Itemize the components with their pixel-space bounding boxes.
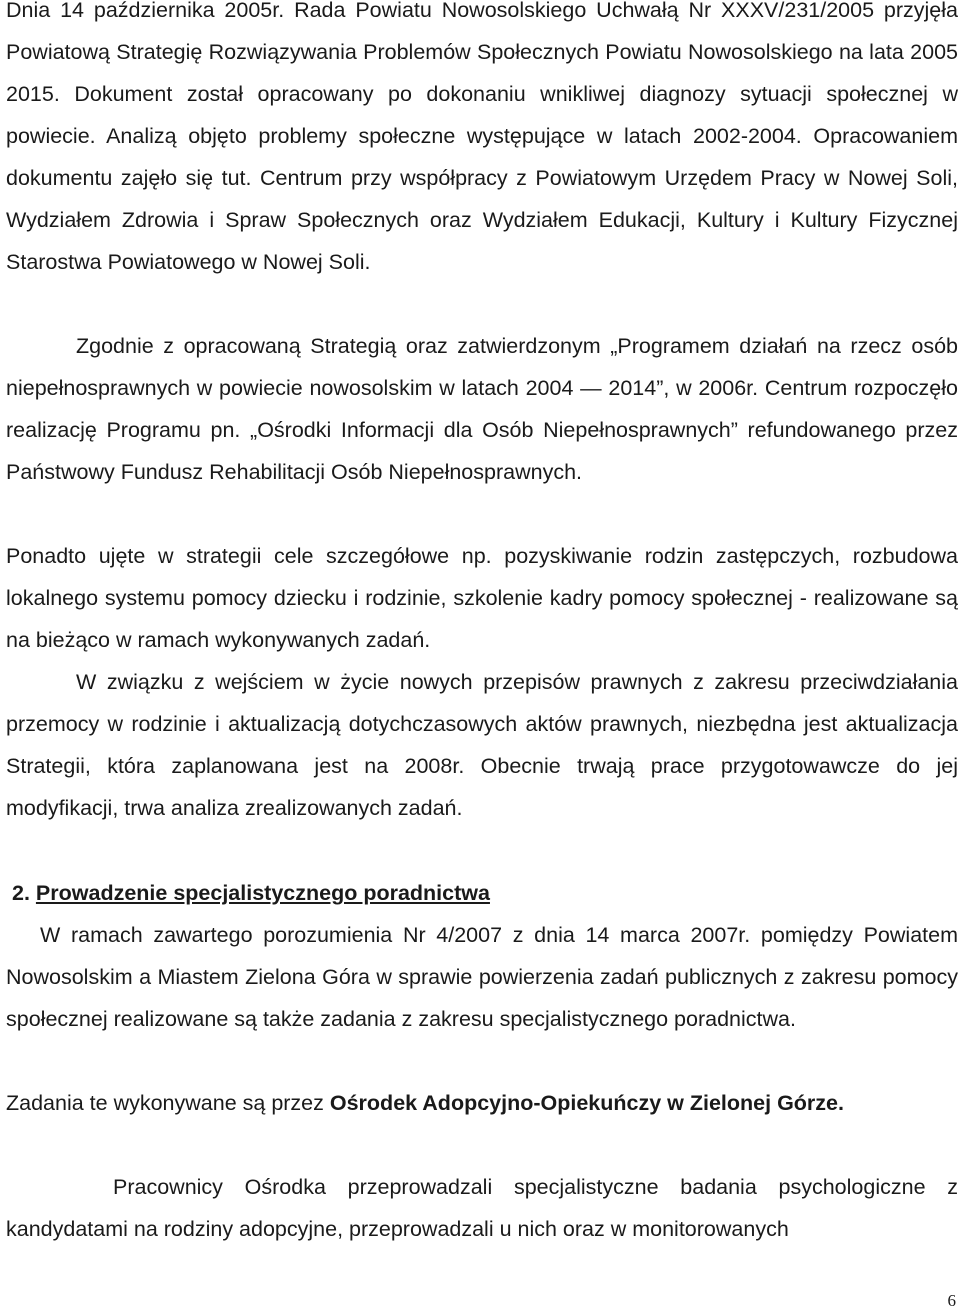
paragraph-strategy-update: W związku z wejściem w życie nowych przepisów prawnych z zakresu przeciwdziałania przemocy w rodzinie i aktualizacją dotychczasowych aktów prawnych, niezbędna jest aktualizacja Strategii, która zaplanowana jest na 2008r. Obecnie trwają prace przygotowawcze do jej modyfikacji, trwa analiza zrealizowanych zadań. xyxy=(6,670,958,820)
paragraph-staff-activities: Pracownicy Ośrodka przeprowadzali specjalistyczne badania psychologiczne z kandydatami na rodziny adopcyjne, przeprowadzali u nich oraz w monitorowanych xyxy=(6,1175,958,1241)
section-title: Prowadzenie specjalistycznego poradnictwa xyxy=(35,881,490,905)
section-number: 2. xyxy=(12,881,30,905)
paragraph-disability-program: Zgodnie z opracowaną Strategią oraz zatwierdzonym „Programem działań na rzecz osób niepełnosprawnych w powiecie nowosolskim w latach 2004 — 2014”, w 2006r. Centrum rozpoczęło realizację Programu pn. „Ośrodki Informacji dla Osób Niepełnosprawnych” refundowanego przez Państwowy Fundusz Rehabilitacji Osób Niepełnosprawnych. xyxy=(6,334,958,484)
adoption-center-prefix: Zadania te wykonywane są przez xyxy=(6,1091,330,1115)
paragraph-strategy-adoption: Dnia 14 października 2005r. Rada Powiatu Nowosolskiego Uchwałą Nr XXXV/231/2005 przyjęła Powiatową Strategię Rozwiązywania Problemów Społecznych Powiatu Nowosolskiego na lata 2005 2015. Dokument został opracowany po dokonaniu wnikliwej diagnozy sytuacji społecznej w powiecie. Analizą objęto problemy społeczne występujące w latach 2002-2004. Opracowaniem dokumentu zajęło się tut. Centrum przy współpracy z Powiatowym Urzędem Pracy w Nowej Soli, Wydziałem Zdrowia i Spraw Społecznych oraz Wydziałem Edukacji, Kultury i Kultury Fizycznej Starostwa Powiatowego w Nowej Soli. xyxy=(6,0,958,274)
paragraph-specific-goals: Ponadto ujęte w strategii cele szczegółowe np. pozyskiwanie rodzin zastępczych, rozbudowa lokalnego systemu pomocy dziecku i rodzinie, szkolenie kadry pomocy społecznej - realizowane są na bieżąco w ramach wykonywanych zadań. xyxy=(6,544,958,652)
paragraph-adoption-center xyxy=(6,1082,958,1124)
section-heading xyxy=(12,872,490,914)
paragraph-agreement: W ramach zawartego porozumienia Nr 4/2007 z dnia 14 marca 2007r. pomiędzy Powiatem Nowosolskim a Miastem Zielona Góra w sprawie powierzenia zadań publicznych z zakresu pomocy społecznej realizowane są także zadania z zakresu specjalistycznego poradnictwa. xyxy=(6,923,958,1031)
page-number: 6 xyxy=(947,1291,956,1310)
adoption-center-name: Ośrodek Adopcyjno-Opiekuńczy w Zielonej Górze. xyxy=(329,1091,844,1115)
